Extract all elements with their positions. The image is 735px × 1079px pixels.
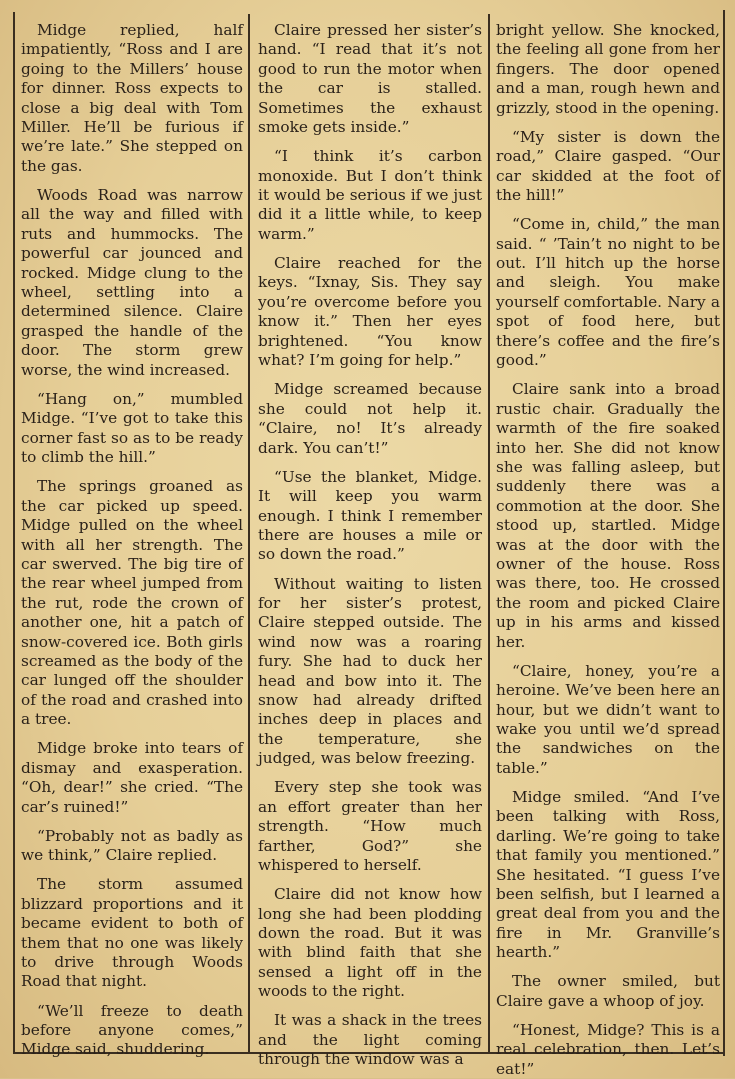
paragraph: “My sister is down the road,” Claire gasped. “Our car skidded at the foot of the hill!” [496,127,720,205]
paragraph: Without waiting to listen for her sister’s protest, Claire stepped outside. The wind now was a roaring fury. She had to duck her head and bow into it. The snow had already drifted inches deep in places and the temperature, she judged, was below freezing. [258,574,482,768]
paragraph: “Probably not as badly as we think,” Claire replied. [21,826,243,865]
paragraph: Midge screamed because she could not help it. “Claire, no! It’s already dark. You can’t!” [258,380,482,457]
paragraph: It was a shack in the trees and the light coming through the window was a [258,1011,482,1069]
paragraph: “Use the blanket, Midge. It will keep you warm enough. I think I remember there are houses a mile or so down the road.” [258,467,482,564]
paragraph: “Come in, child,” the man said. “ ’Tain’t no night to be out. I’ll hitch up the horse and sleigh. You make yourself comfortable. Nary a spot of food here, but there’s coffee and the fire’s good.” [496,215,720,370]
page-edge-rule [723,10,725,1056]
paragraph: The storm assumed blizzard proportions and it became evident to both of them that no one was likely to drive through Woods Road that night. [21,875,243,991]
paragraph: “Hang on,” mumbled Midge. “I’ve got to take this corner fast so as to be ready to climb the hill.” [21,389,243,467]
paragraph: Midge broke into tears of dismay and exasperation. “Oh, dear!” she cried. “The car’s ruined!” [21,739,243,816]
paragraph: “I think it’s carbon monoxide. But I don’t think it would be serious if we just did it a little while, to keep warm.” [258,147,482,243]
continued-paragraph: bright yellow. She knocked, the feeling all gone from her fingers. The door opened and a man, rough hewn and grizzly, stood in the opening. [496,21,720,117]
paragraph: The springs groaned as the car picked up speed. Midge pulled on the wheel with all her strength. The car swerved. The big tire of the rear wheel jumped from the rut, rode the crown of another one, hit a patch of snow-covered ice. Both girls screamed as the body of the car lunged off the shoulder of the road and crashed into a tree. [21,477,243,729]
paragraph: Every step she took was an effort greater than her strength. “How much farther, God?” she whispered to herself. [258,778,482,875]
paragraph: Midge smiled. “And I’ve been talking with Ross, darling. We’re going to take that family you mentioned.” She hesitated. “I guess I’ve been selfish, but I learned a great deal from you and the fire in Mr. Granville’s hearth.” [496,788,720,962]
paragraph: “We’ll freeze to death before anyone comes,” Midge said, shuddering. [21,1001,243,1059]
paragraph: Claire sank into a broad rustic chair. Gradually the warmth of the fire soaked into her. She did not know she was falling asleep, but suddenly there was a commotion at the door. She stood up, startled. Midge was at the door with the owner of the house. Ross was there, too. He crossed the room and picked Claire up in his arms and kissed her. [496,380,720,651]
paragraph: Claire reached for the keys. “Ixnay, Sis. They say you’re overcome before you know it.” Then her eyes brightened. “You know what? I’m going for help.” [258,254,482,370]
paragraph: Claire pressed her sister’s hand. “I read that it’s not good to run the motor when the car is stalled. Sometimes the exhaust smoke gets inside.” [258,21,482,137]
paragraph: “Claire, honey, you’re a heroine. We’ve been here an hour, but we didn’t want to wake you until we’d spread the sandwiches on the table.” [496,661,720,777]
column-divider [488,14,490,1054]
paragraph: Woods Road was narrow all the way and filled with ruts and hummocks. The powerful car jounced and rocked. Midge clung to the wheel, settling into a determined silence. Claire grasped the handle of the door. The storm grew worse, the wind increased. [21,186,243,379]
text-column-1 [21,21,243,1060]
paragraph: Midge replied, half impatiently, “Ross and I are going to the Millers’ house for dinner. Ross expects to close a big deal with Tom Miller. He’ll be furious if we’re late.” She stepped on the gas. [21,21,243,175]
paragraph: “Honest, Midge? This is a real celebration, then. Let’s eat!” [496,1021,720,1078]
paragraph: Claire did not know how long she had been plodding down the road. But it was with blind faith that she sensed a light off in the woods to the right. [258,885,482,1001]
column-divider [248,14,250,1054]
paragraph: The owner smiled, but Claire gave a whoop of joy. [496,972,720,1010]
text-column-3 [496,21,720,1079]
text-column-2 [258,21,482,1070]
